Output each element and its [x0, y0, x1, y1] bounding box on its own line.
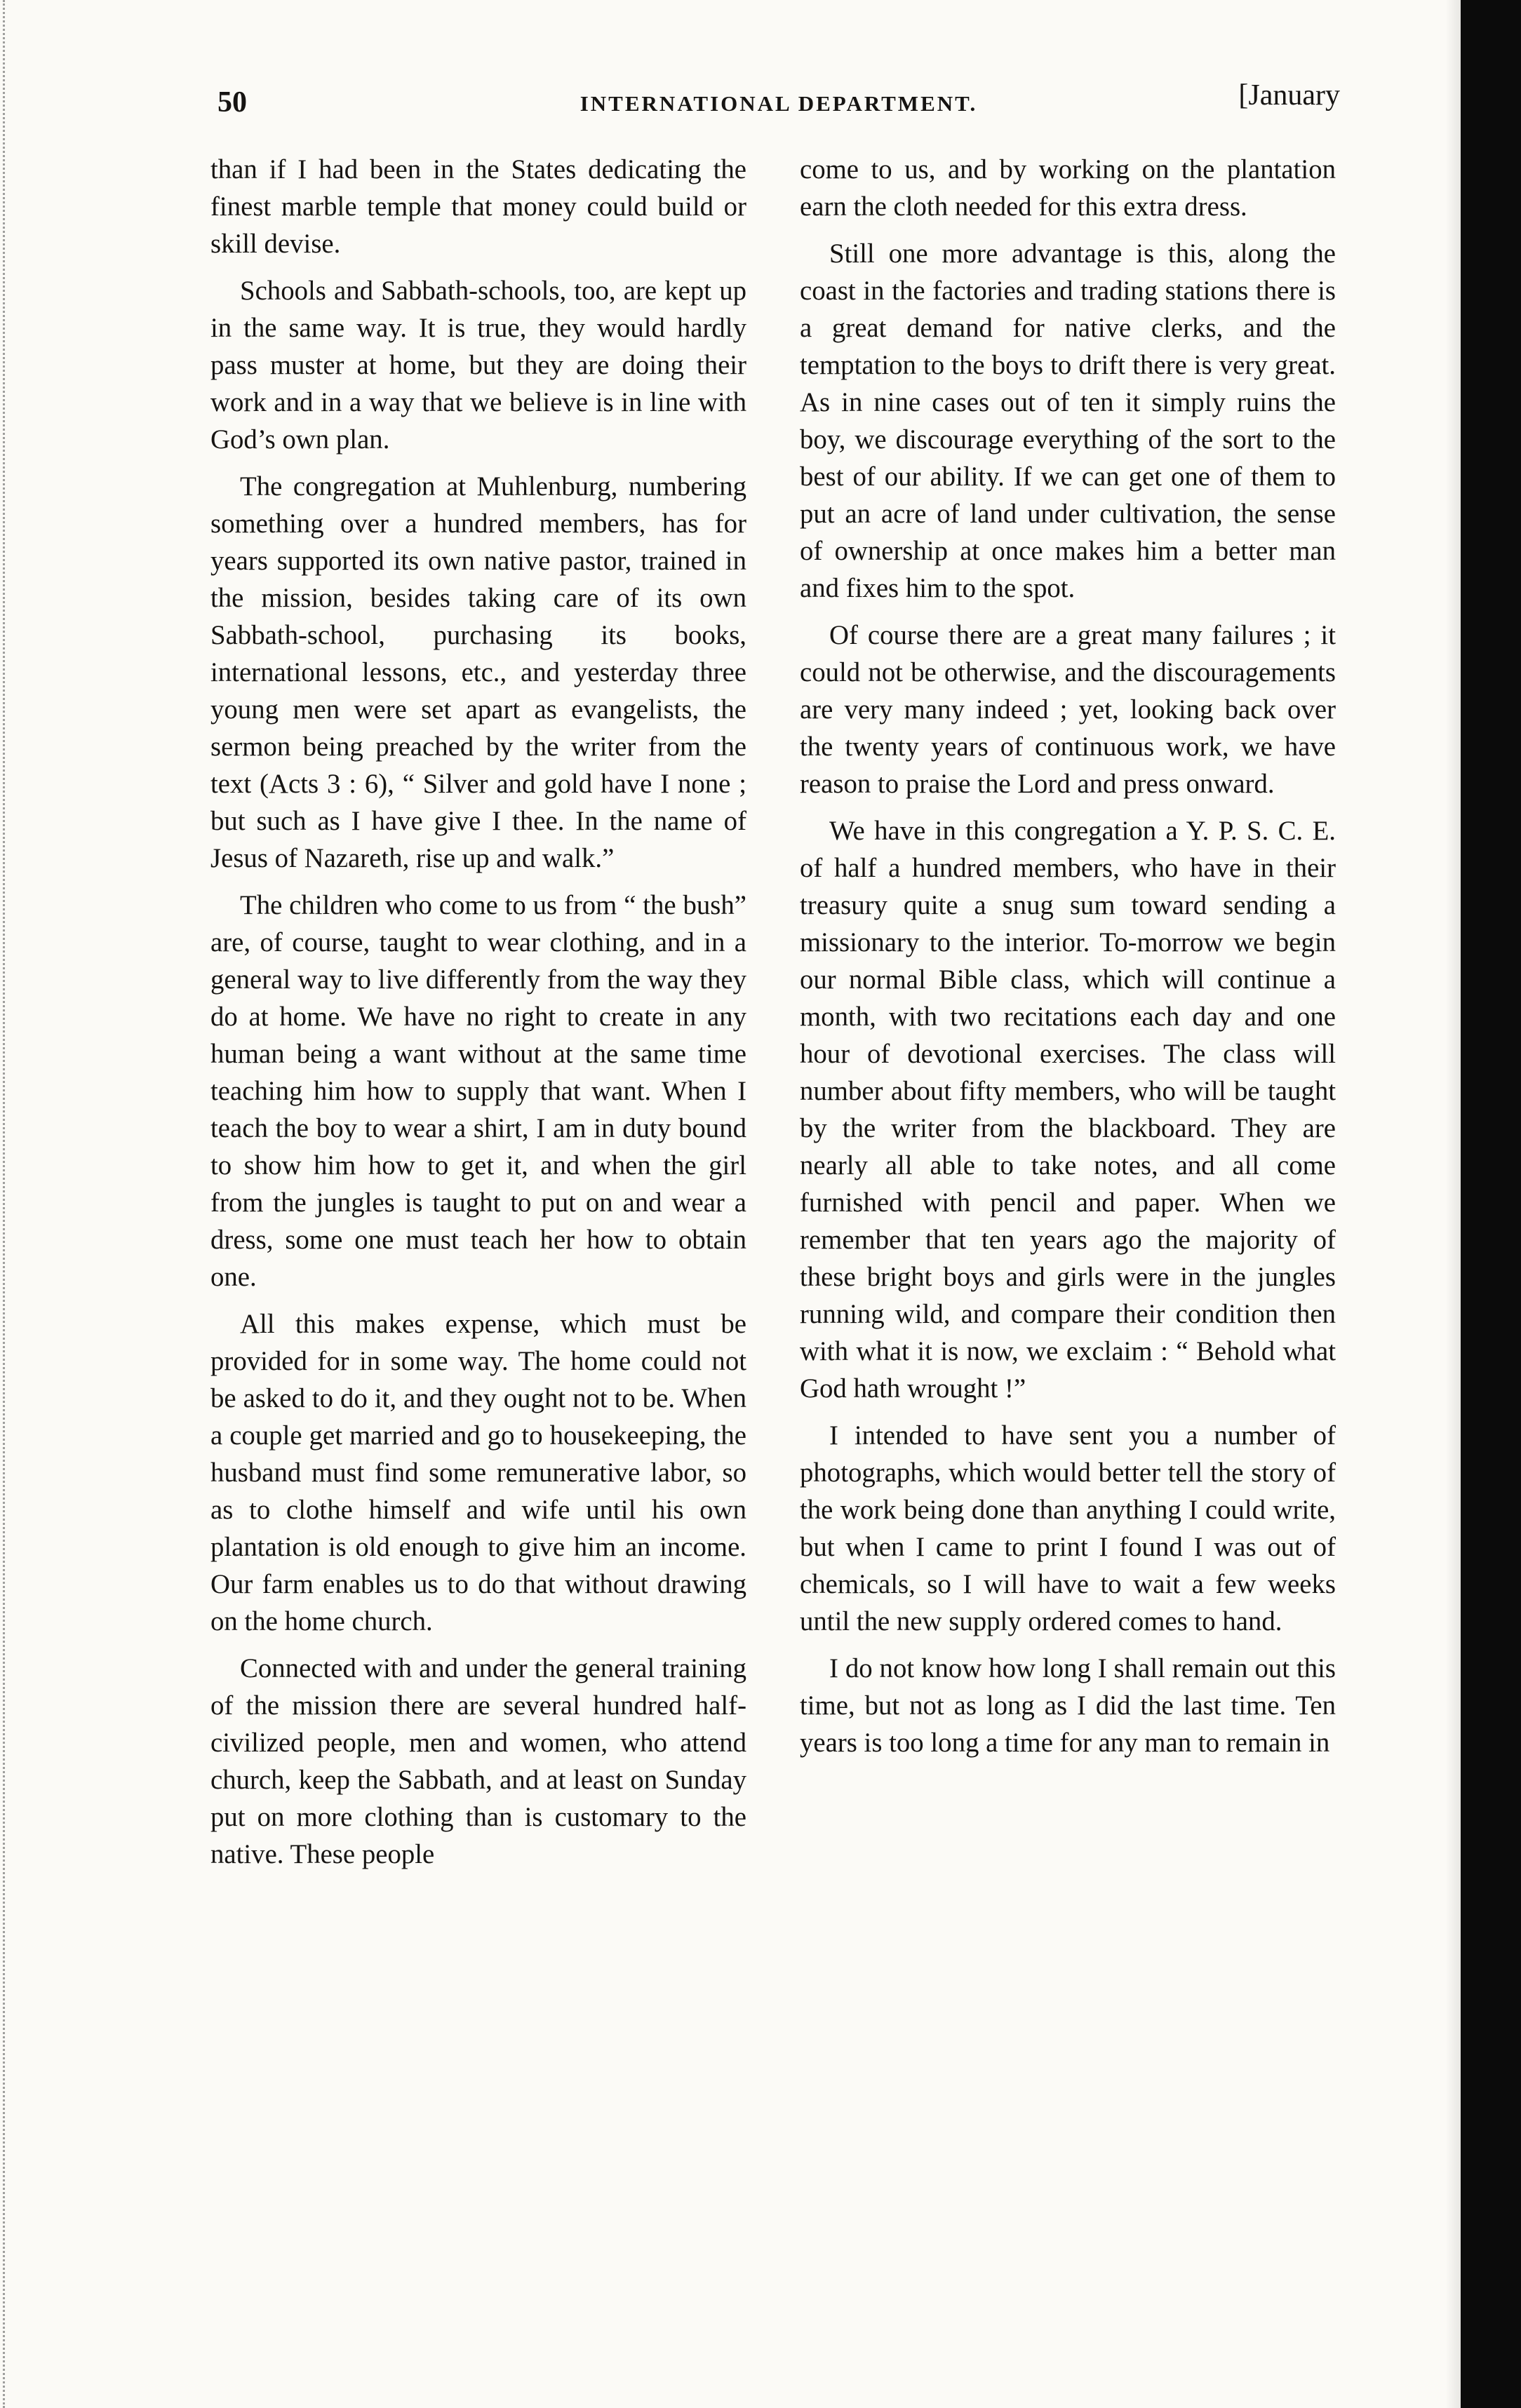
- paragraph: The congregation at Muhlenburg, numbering something over a hundred members, has for years supported its own native pastor, trained in the mission, besides taking care of its own Sabbath-school, purchasing its books, international lessons, etc., and yesterday three young men were set apart as evangelists, the sermon being preached by the writer from the text (Acts 3 : 6), “ Silver and gold have I none ; but such as I have give I thee. In the name of Jesus of Nazareth, rise up and walk.”: [210, 471, 746, 873]
- right-column: [800, 151, 1336, 1771]
- paragraph: come to us, and by working on the plantation earn the cloth needed for this extra dress.: [800, 154, 1336, 222]
- paragraph: All this makes expense, which must be provided for in some way. The home could not be asked to do it, and they ought not to be. When a couple get married and go to housekeeping, the husband must find some remunerative labor, so as to clothe himself and wife until his own plantation is old enough to give him an income. Our farm enables us to do that without drawing on the home church.: [210, 1309, 746, 1636]
- page-number: 50: [217, 86, 247, 119]
- left-column: [210, 151, 746, 1883]
- paragraph: Of course there are a great many failures ; it could not be otherwise, and the discouragements are very many indeed ; yet, looking back over the twenty years of continuous work, we have reason to praise the Lord and press onward.: [800, 620, 1336, 799]
- paragraph: Schools and Sabbath-schools, too, are kept up in the same way. It is true, they would hardly pass muster at home, but they are doing their work and in a way that we believe is in line with God’s own plan.: [210, 276, 746, 455]
- issue-month: [January: [1238, 79, 1340, 112]
- paragraph: I do not know how long I shall remain out this time, but not as long as I did the last time. Ten years is too long a time for any man to remain in: [800, 1653, 1336, 1758]
- paragraph: The children who come to us from “ the bush” are, of course, taught to wear clothing, and in a general way to live differently from the way they do at home. We have no right to create in any human being a want without at the same time teaching him how to supply that want. When I teach the boy to wear a shirt, I am in duty bound to show him how to get it, and when the girl from the jungles is taught to put on and wear a dress, some one must teach her how to obtain one.: [210, 890, 746, 1292]
- paragraph: Still one more advantage is this, along the coast in the factories and trading stations there is a great demand for native clerks, and the temptation to the boys to drift there is very great. As in nine cases out of ten it simply ruins the boy, we discourage everything of the sort to the best of our ability. If we can get one of them to put an acre of land under cultivation, the sense of ownership at once makes him a better man and fixes him to the spot.: [800, 238, 1336, 603]
- paragraph: Connected with and under the general training of the mission there are several hundred half-civilized people, men and women, who attend church, keep the Sabbath, and at least on Sunday put on more clothing than is customary to the native. These people: [210, 1653, 746, 1869]
- running-head: INTERNATIONAL DEPARTMENT.: [579, 91, 978, 116]
- page-edge-band: [1461, 0, 1521, 2408]
- binding-specks: [3, 0, 22, 2408]
- page-header: [217, 79, 1340, 129]
- paragraph: I intended to have sent you a number of photographs, which would better tell the story of the work being done than anything I could write, but when I came to print I found I was out of chemicals, so I will have to wait a few weeks until the new supply ordered comes to hand.: [800, 1420, 1336, 1636]
- page-edge-shadow: [1445, 0, 1461, 2408]
- paragraph: than if I had been in the States dedicating the finest marble temple that money could build or skill devise.: [210, 154, 746, 259]
- paragraph: We have in this congregation a Y. P. S. C. E. of half a hundred members, who have in their treasury quite a snug sum toward sending a missionary to the interior. To-morrow we begin our normal Bible class, which will continue a month, with two recitations each day and one hour of devotional exercises. The class will number about fifty members, who will be taught by the writer from the blackboard. They are nearly all able to take notes, and all come furnished with pencil and paper. When we remember that ten years ago the majority of these bright boys and girls were in the jungles running wild, and compare their condition then with what it is now, we exclaim : “ Behold what God hath wrought !”: [800, 816, 1336, 1404]
